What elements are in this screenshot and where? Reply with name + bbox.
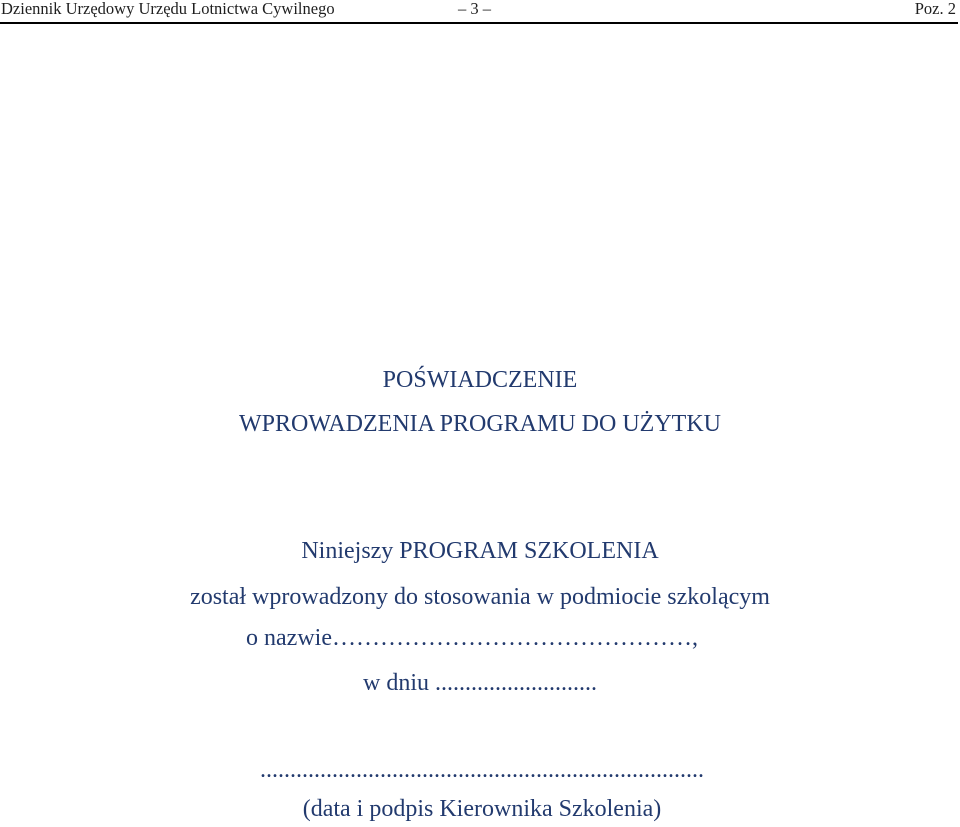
page-number: – 3 –	[458, 0, 491, 18]
signature-label: (data i podpis Kierownika Szkolenia)	[302, 796, 662, 822]
signature-line: ..........................................................................	[260, 757, 704, 783]
date-field-line: w dniu ...........................	[363, 670, 597, 696]
position-number: Poz. 2	[914, 0, 956, 18]
page-header	[0, 0, 958, 24]
certificate-title: POŚWIADCZENIE	[382, 367, 578, 393]
program-statement: Niniejszy PROGRAM SZKOLENIA	[301, 538, 659, 564]
introduction-statement: został wprowadzony do stosowania w podmiocie szkolącym	[190, 584, 770, 610]
certificate-subtitle: WPROWADZENIA PROGRAMU DO UŻYTKU	[239, 411, 721, 437]
journal-title: Dziennik Urzędowy Urzędu Lotnictwa Cywilnego	[1, 0, 335, 18]
name-field-line: o nazwie………………………………………,	[246, 625, 698, 651]
